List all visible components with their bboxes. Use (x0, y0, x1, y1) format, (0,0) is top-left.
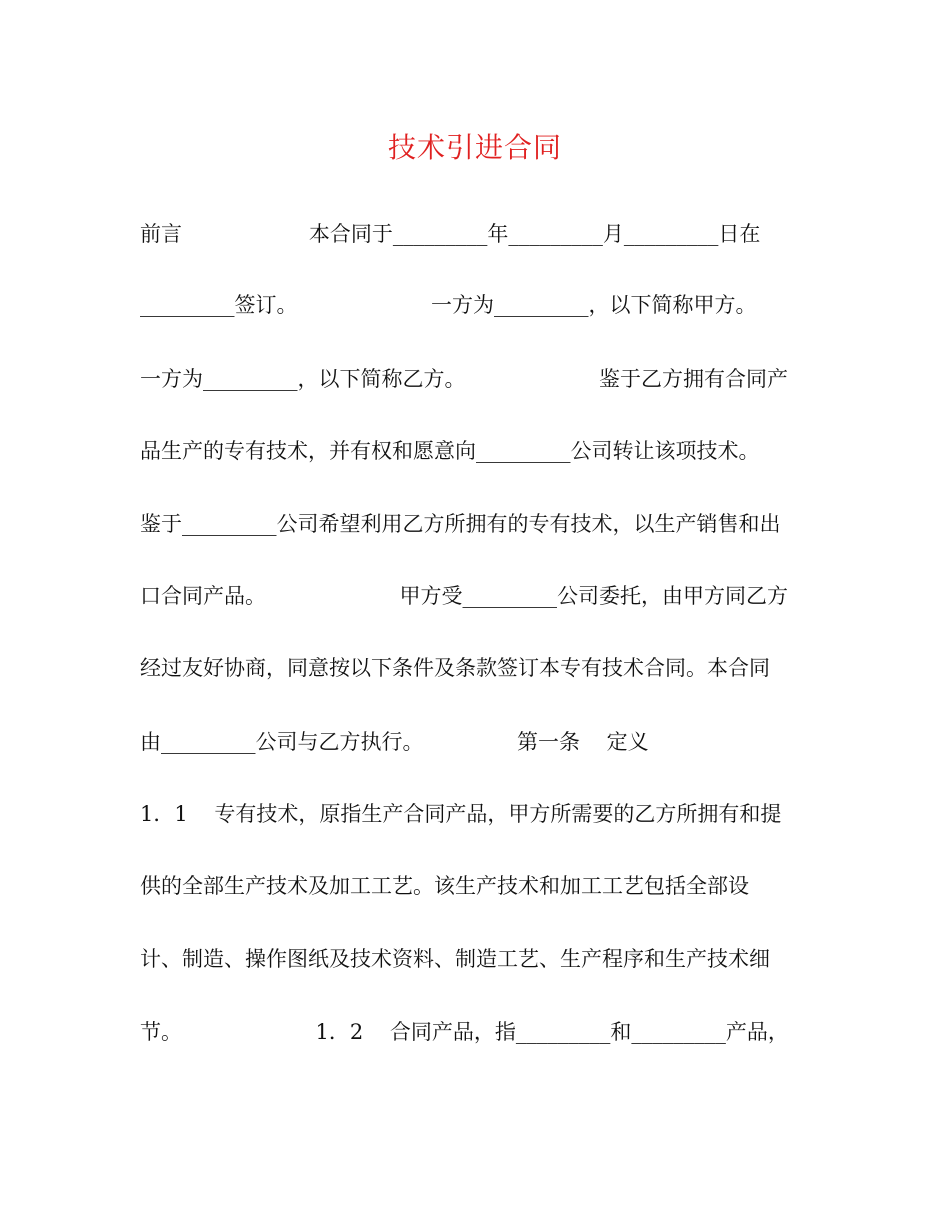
text-line-4: 品生产的专有技术，并有权和愿意向_________公司转让该项技术。 (140, 439, 760, 463)
text-line-3: 一方为_________，以下简称乙方。 鉴于乙方拥有合同产 (140, 367, 789, 391)
text-line-8: 由_________公司与乙方执行。 第一条 定义 (140, 730, 649, 754)
document-title: 技术引进合同 (387, 131, 562, 164)
text-line-9: 1．1 专有技术，原指生产合同产品，甲方所需要的乙方所拥有和提 (140, 802, 782, 826)
text-line-5: 鉴于_________公司希望利用乙方所拥有的专有技术，以生产销售和出 (140, 512, 781, 536)
text-line-12: 节。 1．2 合同产品，指_________和_________产品， (140, 1020, 789, 1044)
text-line-2: _________签订。 一方为_________，以下简称甲方。 (140, 293, 757, 317)
text-line-6: 口合同产品。 甲方受_________公司委托，由甲方同乙方 (140, 584, 789, 608)
text-line-1: 前言 本合同于_________年_________月_________日在 (140, 222, 761, 246)
text-line-11: 计、制造、操作图纸及技术资料、制造工艺、生产程序和生产技术细 (140, 947, 770, 971)
text-line-7: 经过友好协商，同意按以下条件及条款签订本专有技术合同。本合同 (140, 656, 770, 680)
text-line-10: 供的全部生产技术及加工工艺。该生产技术和加工工艺包括全部设 (140, 874, 749, 898)
